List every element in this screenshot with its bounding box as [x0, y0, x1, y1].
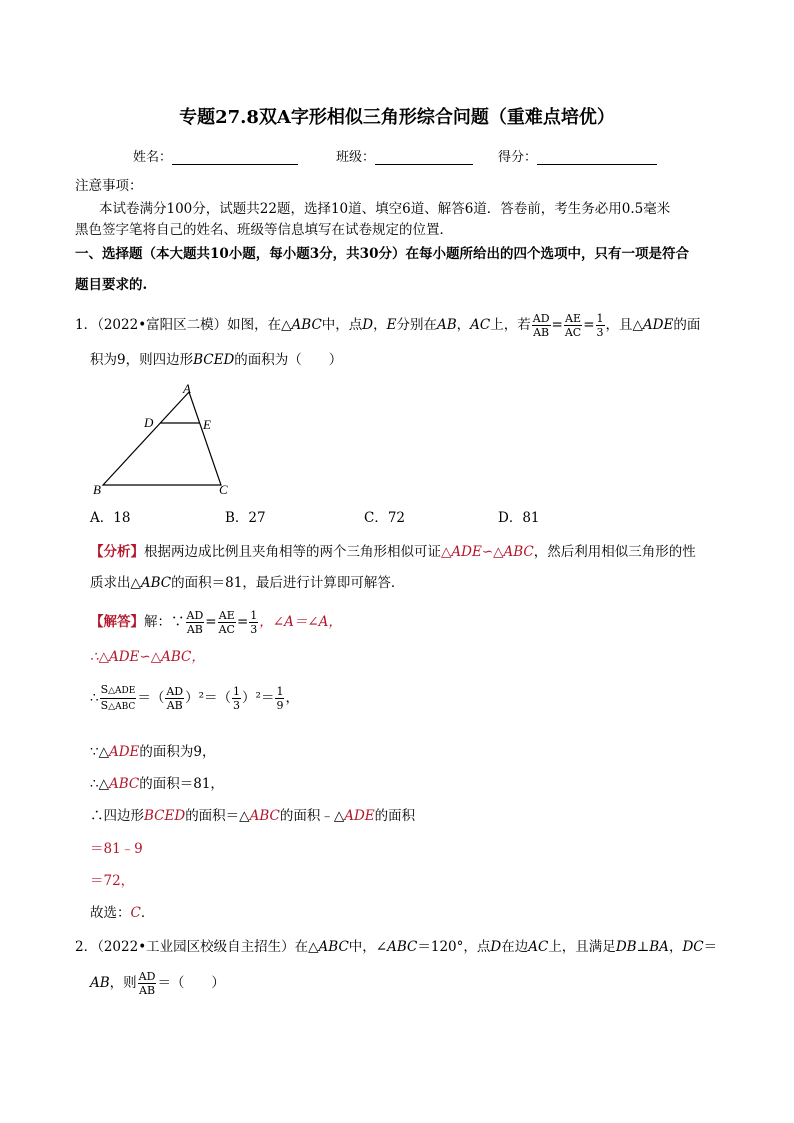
- label-a: A: [183, 381, 191, 396]
- class-field: [336, 146, 473, 165]
- class-blank[interactable]: [375, 150, 473, 165]
- fraction-ae-ac: $\frac{AE}{AC}$: [564, 312, 582, 339]
- label-d: D: [144, 415, 154, 430]
- analysis-line-2: 质求出△ABC的面积＝81，最后进行计算即可解答．: [90, 575, 405, 591]
- q1-option-c[interactable]: C．72: [364, 510, 406, 526]
- triangle-figure: [88, 380, 238, 500]
- solution-line-7: ＝81﹣9: [90, 841, 143, 857]
- score-field: [498, 146, 657, 165]
- analysis-tag: 【分析】: [90, 544, 144, 560]
- label-c: C: [219, 482, 228, 497]
- solution-line-6: ∴四边形BCED的面积＝△ABC的面积﹣△ADE的面积: [90, 808, 416, 824]
- notes-heading: 注意事项：: [75, 178, 143, 194]
- solution-line-1: 【解答】解：∵ $\frac{AD}{AB}$ = $\frac{AE}{AC}$ = $\frac{1}{3}$ ，∠A＝∠A，: [90, 609, 342, 636]
- page-title: 专题27.8双A字形相似三角形综合问题（重难点培优）: [179, 107, 615, 128]
- q2-line-1: 2．（2022•工业园区校级自主招生）在△ABC中，∠ABC＝120°，点D在边AC上，且满足DB⊥BA，DC＝: [75, 939, 718, 955]
- solution-tag: 【解答】: [90, 614, 144, 630]
- q1-line-1: 1．（2022•富阳区二模）如图，在△ABC中，点D，E分别在AB，AC上，若 $\frac{AD}{AB}$ = $\frac{AE}{AC}$ = $\frac{1}{3}$ ，且△ADE的面: [75, 312, 701, 339]
- q1-option-a[interactable]: A．18: [90, 510, 131, 526]
- q2-line-2: AB，则 $\frac{AD}{AB}$ ＝（ ）: [90, 970, 225, 997]
- label-b: B: [93, 482, 101, 497]
- fraction-one-third: $\frac{1}{3}$: [596, 312, 604, 339]
- solution-line-8: ＝72，: [90, 873, 135, 889]
- name-blank[interactable]: [172, 150, 298, 165]
- fraction-ad-ab: $\frac{AD}{AB}$: [532, 312, 550, 339]
- score-blank[interactable]: [537, 150, 657, 165]
- solution-line-3: ∴ $\frac{\text{S△ADE}}{\text{S△ABC}}$ ＝（ $\frac{AD}{AB}$ ）²＝（ $\frac{1}{3}$ ）²＝ $\frac{1}{9}$ ，: [90, 683, 299, 712]
- q1-option-b[interactable]: B．27: [225, 510, 266, 526]
- solution-line-5: ∴△ABC的面积＝81，: [90, 776, 224, 792]
- label-e: E: [203, 417, 211, 432]
- q1-option-d[interactable]: D．81: [498, 510, 540, 526]
- analysis-line-1: 【分析】根据两边成比例且夹角相等的两个三角形相似可证△ADE∽△ABC，然后利用相似三角形的性: [90, 544, 696, 560]
- q1-line-2: 积为9，则四边形BCED的面积为（ ）: [90, 352, 343, 368]
- section1-line-2: 题目要求的.: [75, 277, 148, 293]
- solution-line-2: ∴△ADE∽△ABC，: [90, 649, 205, 665]
- triangle-abc: [103, 392, 221, 485]
- fraction-ad-ab-q2: $\frac{AD}{AB}$: [138, 970, 156, 997]
- notes-line-2: 黑色签字笔将自己的姓名、班级等信息填写在试卷规定的位置．: [75, 222, 453, 238]
- score-label: 得分：: [498, 150, 538, 165]
- fraction-area-ratio: $\frac{\text{S△ADE}}{\text{S△ABC}}$: [100, 683, 136, 712]
- solution-line-9: 故选：C．: [90, 905, 155, 921]
- notes-line-1: 本试卷满分100分，试题共22题，选择10道、填空6道、解答6道．答卷前，考生务必用0.5毫米: [99, 201, 671, 217]
- name-label: 姓名：: [133, 150, 173, 165]
- solution-line-4: ∵△ADE的面积为9，: [90, 744, 216, 760]
- section1-line-1: 一、选择题（本大题共10小题，每小题3分，共30分）在每小题所给出的四个选项中，只有一项是符合: [75, 246, 689, 262]
- name-field: [133, 146, 298, 165]
- class-label: 班级：: [336, 150, 376, 165]
